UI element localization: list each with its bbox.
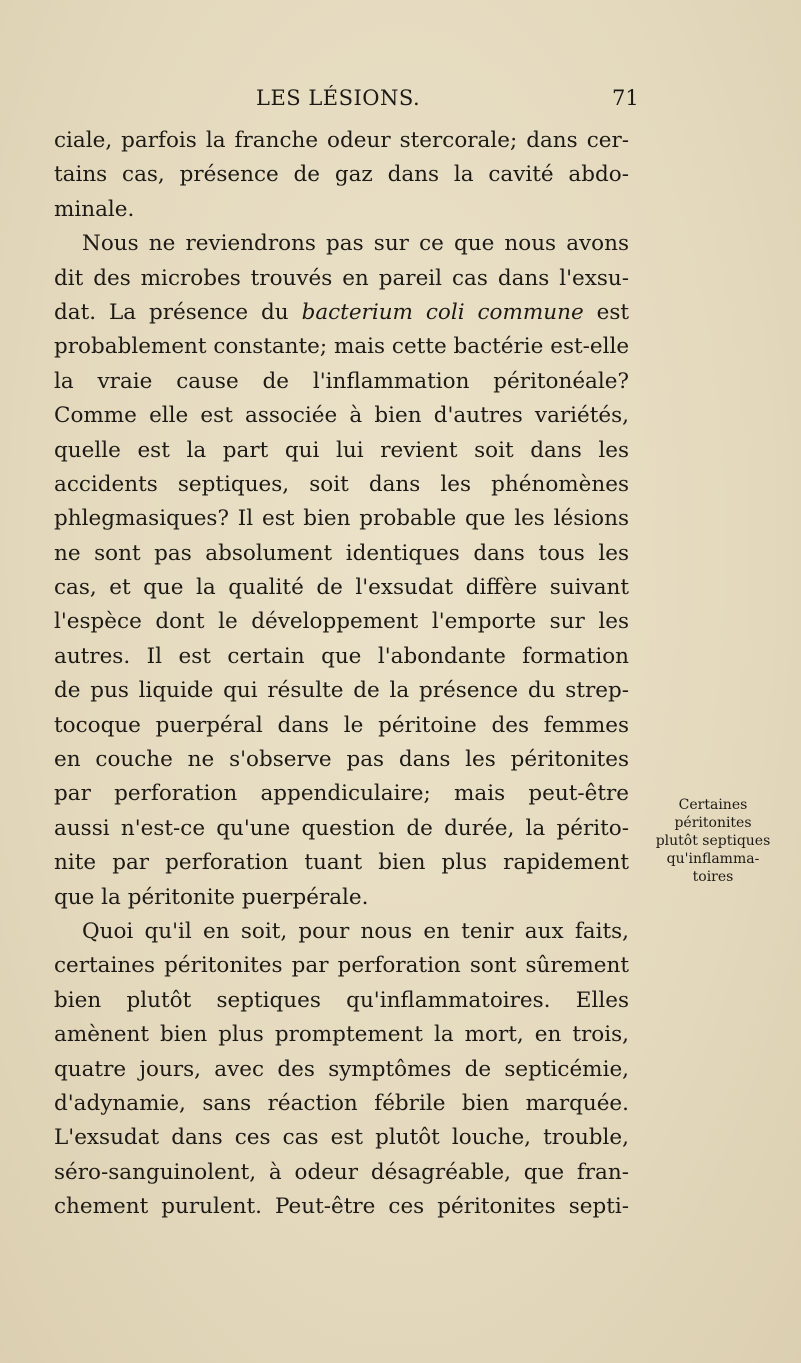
margin-note <box>638 796 788 886</box>
text-line: aussi n'est-ce qu'une question de durée, la périto- <box>54 815 629 841</box>
text-line <box>54 296 629 330</box>
text-line: Quoi qu'il en soit, pour nous en tenir aux faits, <box>82 918 629 944</box>
text-line: certaines péritonites par perforation sont sûrement <box>54 953 629 979</box>
text-line: Nous ne reviendrons pas sur ce que nous avons <box>82 231 629 257</box>
text-line: amènent bien plus promptement la mort, en trois, <box>54 1022 629 1048</box>
text-line: probablement constante; mais cette bactérie est-elle <box>54 334 630 360</box>
margin-note-line: toires <box>692 869 734 885</box>
text-line: ne sont pas absolument identiques dans tous les <box>54 540 629 566</box>
page-header <box>0 84 801 114</box>
text-line: minale. <box>54 196 135 222</box>
text-line: cas, et que la qualité de l'exsudat diffère suivant <box>54 575 629 601</box>
text-segment: est <box>583 299 629 325</box>
margin-note-line: péritonites <box>674 815 752 831</box>
text-line: quatre jours, avec des symptômes de septicémie, <box>54 1056 629 1082</box>
body-text <box>54 124 629 1225</box>
text-line: d'adynamie, sans réaction fébrile bien marquée. <box>54 1090 629 1116</box>
text-line: par perforation appendiculaire; mais peut-être <box>54 781 629 807</box>
margin-note-line: qu'inflamma- <box>666 851 760 867</box>
text-line: autres. Il est certain que l'abondante formation <box>54 643 629 669</box>
text-line: dit des microbes trouvés en pareil cas dans l'exsu- <box>54 265 629 291</box>
text-line: l'espèce dont le développement l'emporte sur les <box>54 609 629 635</box>
text-line: chement purulent. Peut-être ces péritonites septi- <box>54 1194 629 1220</box>
text-line: accidents septiques, soit dans les phénomènes <box>54 471 629 497</box>
text-line: que la péritonite puerpérale. <box>54 884 369 910</box>
text-line: Comme elle est associée à bien d'autres variétés, <box>54 403 629 429</box>
text-line: de pus liquide qui résulte de la présence du strep- <box>54 678 629 704</box>
running-head: LES LÉSIONS. <box>256 86 421 110</box>
text-line: la vraie cause de l'inflammation péritonéale? <box>54 368 629 394</box>
text-line: tains cas, présence de gaz dans la cavité abdo- <box>54 162 629 188</box>
text-line: phlegmasiques? Il est bien probable que les lésions <box>54 506 629 532</box>
text-line: en couche ne s'observe pas dans les péritonites <box>54 747 629 773</box>
italic-term: bacterium coli commune <box>301 299 584 325</box>
text-line: nite par perforation tuant bien plus rapidement <box>54 850 629 876</box>
text-line: ciale, parfois la franche odeur stercorale; dans cer- <box>54 128 629 153</box>
page-number: 71 <box>612 86 639 110</box>
margin-note-line: Certaines <box>678 797 748 813</box>
text-line: L'exsudat dans ces cas est plutôt louche, trouble, <box>54 1125 629 1151</box>
margin-note-line: plutôt septiques <box>655 833 771 849</box>
text-line: bien plutôt septiques qu'inflammatoires. Elles <box>54 987 629 1013</box>
text-segment: dat. La présence du <box>54 299 302 325</box>
text-line: quelle est la part qui lui revient soit dans les <box>54 437 629 463</box>
text-line: tocoque puerpéral dans le péritoine des femmes <box>54 712 629 738</box>
text-line: séro-sanguinolent, à odeur désagréable, que fran- <box>54 1159 629 1185</box>
